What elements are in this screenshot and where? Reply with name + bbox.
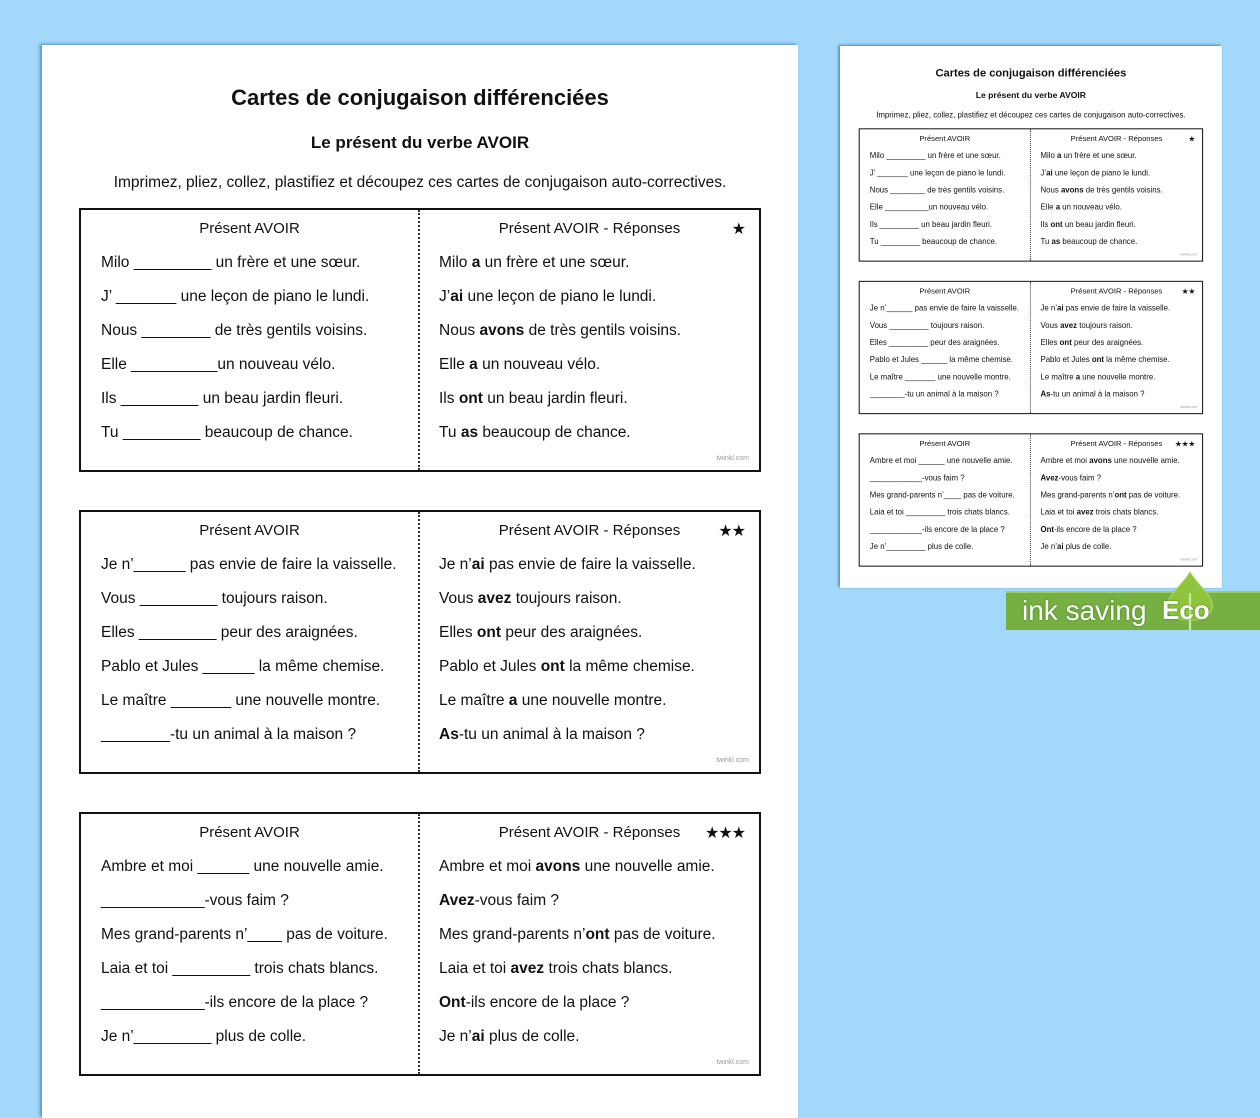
answer-text: Le maître xyxy=(1040,372,1076,382)
answer-sentence xyxy=(439,624,642,642)
answer-sentence xyxy=(1040,304,1170,313)
exercise-sentence: Je n’______ pas envie de faire la vaisselle. xyxy=(869,304,1020,313)
answer-sentence xyxy=(439,288,656,306)
exercise-sentence: ________-tu un animal à la maison ? xyxy=(869,389,999,399)
answer-text: pas envie de faire la vaisselle. xyxy=(484,556,696,573)
answer-verb: ont xyxy=(585,926,610,943)
exercise-sentence: Nous ________ de très gentils voisins. xyxy=(869,185,1005,195)
worksheet-preview-thumbnail[interactable] xyxy=(840,46,1222,588)
exercise-sentence: Vous _________ toujours raison. xyxy=(869,321,985,330)
conjugation-card xyxy=(859,433,1203,566)
answer-verb: as xyxy=(460,424,479,441)
answer-text: Je n’ xyxy=(1040,542,1058,551)
answer-sentence xyxy=(439,926,716,944)
answer-text: Vous xyxy=(1040,321,1061,330)
answer-text: Elle xyxy=(1040,203,1056,212)
exercise-sentence: Milo _________ un frère et une sœur. xyxy=(101,254,361,271)
answer-sentence xyxy=(1040,508,1158,517)
answer-verb: As xyxy=(1040,389,1051,399)
card-header: Présent AVOIR xyxy=(919,439,971,448)
answer-text: trois chats blancs. xyxy=(544,960,673,977)
answer-sentence xyxy=(439,960,673,978)
exercise-side xyxy=(81,512,418,772)
answer-sentence xyxy=(1040,186,1162,195)
answer-sentence xyxy=(439,424,631,442)
exercise-sentence: ____________-ils encore de la place ? xyxy=(869,525,1005,534)
answer-sentence xyxy=(439,590,622,608)
exercise-sentence: ____________-vous faim ? xyxy=(101,892,289,909)
answer-sentence xyxy=(439,658,695,676)
card-header: Présent AVOIR - Réponses xyxy=(498,220,681,237)
answer-text: un nouveau vélo. xyxy=(1060,203,1122,212)
exercise-sentence: Nous ________ de très gentils voisins. xyxy=(101,322,368,339)
answer-verb: ai xyxy=(1046,168,1053,178)
answer-text: peur des araignées. xyxy=(501,624,643,641)
answer-text: Laia et toi xyxy=(1040,508,1077,517)
answer-sentence xyxy=(1040,203,1121,212)
answer-sentence xyxy=(1040,321,1132,330)
answer-verb: Ont xyxy=(439,994,466,1011)
exercise-sentence: Elle __________un nouveau vélo. xyxy=(869,203,989,212)
answer-text: Milo xyxy=(439,254,472,271)
twinkl-footer: twinkl.com xyxy=(716,455,749,462)
document-subtitle: Le présent du verbe AVOIR xyxy=(310,133,530,152)
answer-text: J’ xyxy=(1040,168,1047,178)
answer-verb: ai xyxy=(450,288,464,305)
answer-text: Mes grand-parents n’ xyxy=(439,926,586,943)
answer-text: Nous xyxy=(1040,185,1061,195)
exercise-sentence: Tu _________ beaucoup de chance. xyxy=(869,237,998,246)
answer-text: Mes grand-parents n’ xyxy=(1040,490,1115,500)
answer-text: peur des araignées. xyxy=(1071,338,1144,347)
answer-sentence xyxy=(439,390,628,408)
answer-text: une nouvelle amie. xyxy=(1111,456,1180,466)
answer-text: Pablo et Jules xyxy=(1040,355,1092,365)
answer-sentence xyxy=(439,994,629,1012)
answer-verb: Avez xyxy=(439,892,475,909)
twinkl-footer: twinkl.com xyxy=(1180,253,1198,257)
answer-text: Je n’ xyxy=(1040,304,1058,313)
answer-verb: a xyxy=(471,254,481,271)
exercise-sentence: Le maître _______ une nouvelle montre. xyxy=(869,372,1011,382)
answer-text: Ambre et moi xyxy=(439,858,536,875)
answer-sentence xyxy=(439,692,666,710)
conjugation-card xyxy=(79,510,761,774)
document-instructions: Imprimez, pliez, collez, plastifiez et découpez ces cartes de conjugaison auto-correctives. xyxy=(113,174,727,191)
answer-verb: ont xyxy=(540,658,565,675)
exercise-sentence: ________-tu un animal à la maison ? xyxy=(101,726,357,743)
exercise-sentence: J’ _______ une leçon de piano le lundi. xyxy=(101,288,370,305)
exercise-sentence: Tu _________ beaucoup de chance. xyxy=(101,424,353,441)
answer-text: une leçon de piano le lundi. xyxy=(1052,168,1151,178)
answer-verb: ai xyxy=(471,556,485,573)
answer-side xyxy=(420,512,759,772)
answer-text: Tu xyxy=(439,424,461,441)
worksheet-preview-main xyxy=(42,45,798,1118)
answer-verb: avez xyxy=(510,960,545,977)
answer-text: Elle xyxy=(439,356,470,373)
answer-text: plus de colle. xyxy=(484,1028,580,1045)
exercise-sentence: Je n’_________ plus de colle. xyxy=(869,542,974,551)
answer-text: un frère et une sœur. xyxy=(1061,151,1137,161)
document-title: Cartes de conjugaison différenciées xyxy=(231,85,609,110)
answer-text: -tu un animal à la maison ? xyxy=(1050,389,1145,399)
answer-text: Milo xyxy=(1040,151,1058,161)
answer-text: une nouvelle montre. xyxy=(1080,372,1156,382)
exercise-sentence: Elles _________ peur des araignées. xyxy=(869,338,1000,347)
exercise-sentence: J’ _______ une leçon de piano le lundi. xyxy=(869,168,1006,178)
answer-text: un beau jardin fleuri. xyxy=(482,390,628,407)
answer-text: -vous faim ? xyxy=(474,892,560,909)
answer-text: la même chemise. xyxy=(564,658,695,675)
exercise-sentence: Milo _________ un frère et une sœur. xyxy=(869,151,1001,161)
answer-verb: ont xyxy=(1059,338,1072,347)
answer-sentence xyxy=(1040,237,1137,246)
answer-text: une leçon de piano le lundi. xyxy=(463,288,657,305)
answer-text: beaucoup de chance. xyxy=(478,424,631,441)
answer-verb: avons xyxy=(535,858,581,875)
answer-verb: ai xyxy=(1057,542,1064,551)
document-instructions: Imprimez, pliez, collez, plastifiez et découpez ces cartes de conjugaison auto-correctives. xyxy=(876,111,1186,120)
card-header: Présent AVOIR xyxy=(919,134,971,143)
exercise-sentence: ____________-ils encore de la place ? xyxy=(101,994,369,1011)
twinkl-footer: twinkl.com xyxy=(1180,558,1198,562)
card-header: Présent AVOIR xyxy=(199,522,300,539)
exercise-side xyxy=(81,814,418,1074)
answer-sentence xyxy=(439,254,629,272)
answer-verb: avez xyxy=(1060,321,1078,330)
answer-text: Ils xyxy=(1040,220,1051,229)
answer-verb: as xyxy=(1051,237,1061,246)
answer-text: Je n’ xyxy=(439,556,472,573)
answer-text: Vous xyxy=(439,590,478,607)
answer-verb: avez xyxy=(1076,508,1094,517)
exercise-sentence: Elles _________ peur des araignées. xyxy=(101,624,358,641)
answer-verb: ont xyxy=(476,624,502,641)
answer-sentence xyxy=(1040,542,1111,551)
card-header: Présent AVOIR xyxy=(199,220,300,237)
exercise-sentence: Mes grand-parents n’____ pas de voiture. xyxy=(101,926,388,943)
exercise-side xyxy=(860,282,1030,413)
answer-text: Pablo et Jules xyxy=(439,658,541,675)
card-header: Présent AVOIR - Réponses xyxy=(1070,134,1163,143)
answer-verb: a xyxy=(1055,203,1061,212)
exercise-sentence: Le maître _______ une nouvelle montre. xyxy=(101,692,381,709)
answer-side xyxy=(420,210,759,470)
card-header: Présent AVOIR xyxy=(199,824,300,841)
answer-verb: a xyxy=(1075,372,1081,382)
answer-text: de très gentils voisins. xyxy=(1083,185,1163,195)
answer-side xyxy=(1031,282,1202,413)
answer-text: -tu un animal à la maison ? xyxy=(458,726,645,743)
document-title: Cartes de conjugaison différenciées xyxy=(935,66,1127,79)
difficulty-stars-icon: ★ xyxy=(1188,134,1196,144)
answer-sentence xyxy=(1040,491,1180,500)
answer-text: un frère et une sœur. xyxy=(480,254,630,271)
answer-sentence xyxy=(1040,457,1179,466)
difficulty-stars-icon: ★★★ xyxy=(704,825,745,842)
exercise-side xyxy=(860,129,1030,260)
answer-text: la même chemise. xyxy=(1104,355,1170,365)
exercise-sentence: Je n’______ pas envie de faire la vaisselle. xyxy=(101,556,397,573)
answer-verb: ont xyxy=(458,390,483,407)
conjugation-card xyxy=(79,208,761,472)
exercise-sentence: Ils _________ un beau jardin fleuri. xyxy=(101,390,344,407)
answer-sentence xyxy=(1040,356,1169,365)
document-subtitle: Le présent du verbe AVOIR xyxy=(975,90,1086,101)
conjugation-card xyxy=(859,128,1203,261)
card-header: Présent AVOIR xyxy=(919,286,971,296)
answer-side xyxy=(420,814,759,1074)
answer-verb: As xyxy=(439,726,459,743)
answer-sentence xyxy=(439,726,645,744)
difficulty-stars-icon: ★★★ xyxy=(1174,439,1196,449)
answer-sentence xyxy=(1040,220,1135,229)
answer-text: J’ xyxy=(439,288,451,305)
exercise-sentence: Pablo et Jules ______ la même chemise. xyxy=(869,355,1013,365)
answer-text: -ils encore de la place ? xyxy=(1053,525,1137,534)
answer-text: Le maître xyxy=(439,692,509,709)
answer-text: pas de voiture. xyxy=(609,926,716,943)
exercise-side xyxy=(81,210,418,470)
exercise-sentence: Ambre et moi ______ une nouvelle amie. xyxy=(869,456,1013,466)
answer-text: toujours raison. xyxy=(511,590,622,607)
card-header: Présent AVOIR - Réponses xyxy=(498,824,681,841)
answer-text: Nous xyxy=(439,322,480,339)
exercise-sentence: Ils _________ un beau jardin fleuri. xyxy=(869,220,993,229)
card-header: Présent AVOIR - Réponses xyxy=(498,522,681,539)
answer-sentence xyxy=(439,892,559,910)
answer-sentence xyxy=(1040,474,1101,483)
answer-verb: Avez xyxy=(1040,473,1059,483)
answer-text: Ambre et moi xyxy=(1040,456,1090,466)
eco-label: Eco xyxy=(1162,595,1210,625)
answer-text: Laia et toi xyxy=(439,960,511,977)
answer-sentence xyxy=(1040,390,1144,399)
answer-text: Tu xyxy=(1040,237,1052,246)
answer-verb: ont xyxy=(1050,220,1063,229)
answer-sentence xyxy=(439,556,696,574)
answer-verb: avons xyxy=(1089,456,1112,466)
answer-text: trois chats blancs. xyxy=(1093,508,1159,517)
answer-text: Je n’ xyxy=(439,1028,472,1045)
answer-sentence xyxy=(439,1028,579,1046)
ink-saving-badge xyxy=(1006,591,1260,630)
ink-saving-text: ink saving xyxy=(1022,595,1147,626)
exercise-sentence: Laia et toi _________ trois chats blancs. xyxy=(869,508,1010,517)
exercise-side xyxy=(860,434,1030,565)
card-header: Présent AVOIR - Réponses xyxy=(1070,286,1163,296)
answer-verb: avons xyxy=(479,322,525,339)
answer-verb: Ont xyxy=(1040,525,1054,534)
answer-verb: ont xyxy=(1091,355,1105,365)
answer-verb: ai xyxy=(471,1028,485,1045)
answer-text: plus de colle. xyxy=(1063,542,1112,551)
answer-sentence xyxy=(1040,373,1155,382)
conjugation-card xyxy=(79,812,761,1076)
answer-verb: a xyxy=(469,356,478,373)
answer-verb: avons xyxy=(1060,185,1084,195)
card-header: Présent AVOIR - Réponses xyxy=(1070,439,1163,448)
twinkl-footer: twinkl.com xyxy=(1180,405,1198,410)
answer-verb: a xyxy=(508,692,518,709)
exercise-sentence: Elle __________un nouveau vélo. xyxy=(101,356,336,373)
answer-text: Elles xyxy=(1040,338,1060,347)
answer-text: -ils encore de la place ? xyxy=(465,994,630,1011)
exercise-sentence: Je n’_________ plus de colle. xyxy=(101,1028,307,1045)
answer-text: une nouvelle amie. xyxy=(580,858,715,875)
answer-verb: ai xyxy=(1057,304,1064,313)
exercise-sentence: Vous _________ toujours raison. xyxy=(101,590,328,607)
answer-text: -vous faim ? xyxy=(1058,473,1102,483)
answer-text: un beau jardin fleuri. xyxy=(1062,220,1136,229)
answer-sentence xyxy=(1040,152,1136,161)
answer-sentence xyxy=(1040,525,1136,534)
difficulty-stars-icon: ★ xyxy=(731,221,745,238)
answer-verb: ont xyxy=(1114,490,1127,500)
answer-sentence xyxy=(1040,338,1143,347)
exercise-sentence: ____________-vous faim ? xyxy=(869,473,965,483)
answer-sentence xyxy=(439,356,600,374)
answer-side xyxy=(1031,129,1202,260)
answer-side xyxy=(1031,434,1202,565)
exercise-sentence: Pablo et Jules ______ la même chemise. xyxy=(101,658,385,675)
conjugation-card xyxy=(859,281,1203,414)
answer-text: une nouvelle montre. xyxy=(517,692,667,709)
exercise-sentence: Laia et toi _________ trois chats blancs. xyxy=(101,960,379,977)
answer-text: Elles xyxy=(439,624,477,641)
answer-sentence xyxy=(439,858,715,876)
difficulty-stars-icon: ★★ xyxy=(718,523,745,540)
answer-text: un nouveau vélo. xyxy=(477,356,601,373)
exercise-sentence: Mes grand-parents n’____ pas de voiture. xyxy=(869,490,1015,500)
exercise-sentence: Ambre et moi ______ une nouvelle amie. xyxy=(101,858,384,875)
answer-sentence xyxy=(1040,169,1150,178)
answer-verb: avez xyxy=(477,590,512,607)
answer-text: beaucoup de chance. xyxy=(1060,237,1138,246)
answer-text: pas de voiture. xyxy=(1126,490,1181,500)
answer-text: Ils xyxy=(439,390,459,407)
answer-text: de très gentils voisins. xyxy=(524,322,682,339)
answer-verb: a xyxy=(1057,151,1062,161)
twinkl-footer: twinkl.com xyxy=(716,1059,749,1066)
answer-text: toujours raison. xyxy=(1077,321,1133,330)
twinkl-footer: twinkl.com xyxy=(716,757,749,764)
answer-text: pas envie de faire la vaisselle. xyxy=(1063,304,1171,313)
answer-sentence xyxy=(439,322,681,340)
difficulty-stars-icon: ★★ xyxy=(1181,287,1196,296)
